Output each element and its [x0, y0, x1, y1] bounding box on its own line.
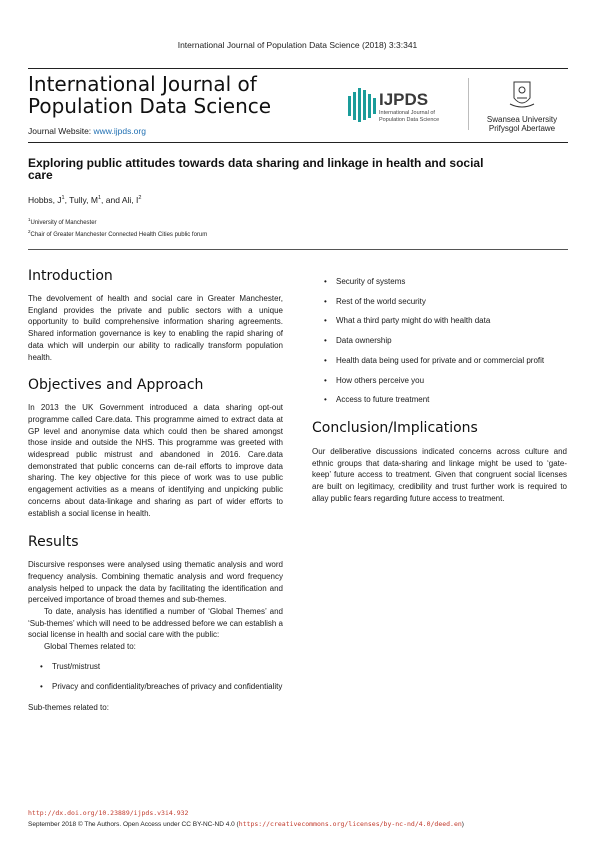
article-title — [28, 157, 568, 181]
conclusion-heading: Conclusion/Implications — [312, 419, 478, 436]
results-para1: Discursive responses were analysed using thematic analysis and word frequency analysis. Combining thematic analysis and word frequency analysis helped to unpack the data by facilitating the identification and perceived importance of broad themes and sub-themes. — [28, 560, 283, 605]
list-item: • What a third party might do with health data — [312, 315, 567, 327]
license-close: ) — [461, 821, 464, 828]
list-item: • Trust/mistrust — [28, 661, 283, 673]
article-title-line1: Exploring public attitudes towards data sharing and linkage in health and social — [28, 156, 484, 170]
objectives-heading: Objectives and Approach — [28, 377, 204, 394]
website-link[interactable]: www.ijpds.org — [93, 126, 146, 136]
doi-link[interactable]: http://dx.doi.org/10.23889/ijpds.v3i4.932 — [28, 809, 189, 817]
author-1-affil: 1 — [61, 195, 65, 202]
introduction-heading: Introduction — [28, 268, 113, 284]
list-item: • Security of systems — [312, 276, 567, 288]
ijpds-line1: International Journal of — [379, 110, 435, 116]
ijpds-line2: Population Data Science — [379, 117, 440, 123]
swansea-crest-icon — [510, 82, 534, 107]
results-heading: Results — [28, 534, 79, 551]
masthead-top-rule — [28, 68, 568, 69]
author-list — [28, 195, 141, 205]
swansea-line2: Prifysgol Abertawe — [488, 124, 556, 133]
author-3: , and Ali, I — [101, 195, 139, 205]
list-item: • Health data being used for private and or commercial profit — [312, 355, 567, 367]
swansea-university-logo — [480, 78, 564, 138]
author-2: , Tully, M — [64, 195, 98, 205]
author-3-affil: 2 — [138, 195, 142, 202]
objectives-body: In 2013 the UK Government introduced a data sharing opt-out programme called Care.data. This programme aimed to extract data at GP level and anonymise data which could then be shared amongst those inside and outside the NHS. This programme was greeted with widespread public mistrust and abandoned in 2016. Care.data demonstrated that public concerns can de-rail efforts to improve data sharing. The key objective for this piece of work was to use public engagement activities as a means of identifying and unpicking public concerns about data-linkage and sharing as part of wider efforts to establish a social license in health. — [28, 403, 283, 518]
affiliation-2-text: Chair of Greater Manchester Connected Health Cities public forum — [30, 232, 208, 238]
list-item: • Privacy and confidentiality/breaches of privacy and confidentiality — [28, 681, 283, 693]
author-2-affil: 1 — [97, 195, 102, 202]
license-link[interactable]: https://creativecommons.org/licenses/by-nc-nd/4.0/deed.en — [238, 820, 462, 828]
affiliation-1-text: University of Manchester — [30, 220, 97, 226]
journal-title-line2: Population Data Science — [28, 94, 272, 118]
right-column — [312, 276, 567, 504]
introduction-body: The devolvement of health and social care in Greater Manchester, England provides the private and public sectors with a unique opportunity to build comprehensive information sharing agreements. Shared information governance is key to enabling the rapid sharing of data which will underpin our ability to radically transform population health. — [28, 294, 283, 362]
results-para2: To date, analysis has identified a number of ‘Global Themes’ and ‘Sub-themes’ which will need to be addressed before we can establish a social license in health and social care with the public: — [28, 607, 283, 640]
left-column — [28, 268, 283, 714]
affiliation-1 — [28, 217, 97, 226]
license-line — [28, 820, 573, 828]
article-title-line2: care — [28, 168, 53, 182]
affiliation-1-num: 1 — [28, 217, 31, 222]
running-head: International Journal of Population Data Science (2018) 3:3:341 — [177, 40, 418, 50]
masthead-bottom-rule — [28, 142, 568, 143]
list-item: • How others perceive you — [312, 375, 567, 387]
list-item: • Data ownership — [312, 335, 567, 347]
header-separator — [28, 249, 568, 250]
journal-title-line1: International Journal of — [28, 72, 257, 96]
sub-themes-label: Sub-themes related to: — [28, 703, 109, 713]
page-footer — [28, 809, 573, 828]
sub-themes-list — [312, 276, 567, 406]
website-label: Journal Website: — [28, 126, 92, 136]
list-item: • Rest of the world security — [312, 296, 567, 308]
ijpds-abbrev: IJPDS — [379, 90, 429, 109]
swansea-line1: Swansea University — [486, 115, 558, 124]
journal-website — [28, 126, 146, 136]
author-1: Hobbs, J — [28, 195, 62, 205]
ijpds-mark-icon — [348, 88, 376, 122]
license-text: September 2018 © The Authors. Open Access under CC BY-NC-ND 4.0 ( — [28, 821, 239, 828]
journal-title — [28, 73, 271, 117]
affiliation-2 — [28, 229, 207, 238]
journal-masthead — [28, 68, 568, 140]
affiliation-2-num: 2 — [28, 229, 31, 234]
logo-separator — [468, 78, 469, 130]
ijpds-logo — [346, 80, 464, 130]
conclusion-body: Our deliberative discussions indicated concerns across culture and ethnic groups that data-sharing and linkage might be used to ‘gate-keep’ future access to treatment. Given that congruent social licenses are built on legitimacy, credibility and trust further work is required to allay public fears regarding future access to treatment. — [312, 446, 567, 503]
global-themes-list — [28, 661, 283, 692]
list-item: • Access to future treatment — [312, 394, 567, 406]
global-themes-label: Global Themes related to: — [44, 642, 136, 652]
